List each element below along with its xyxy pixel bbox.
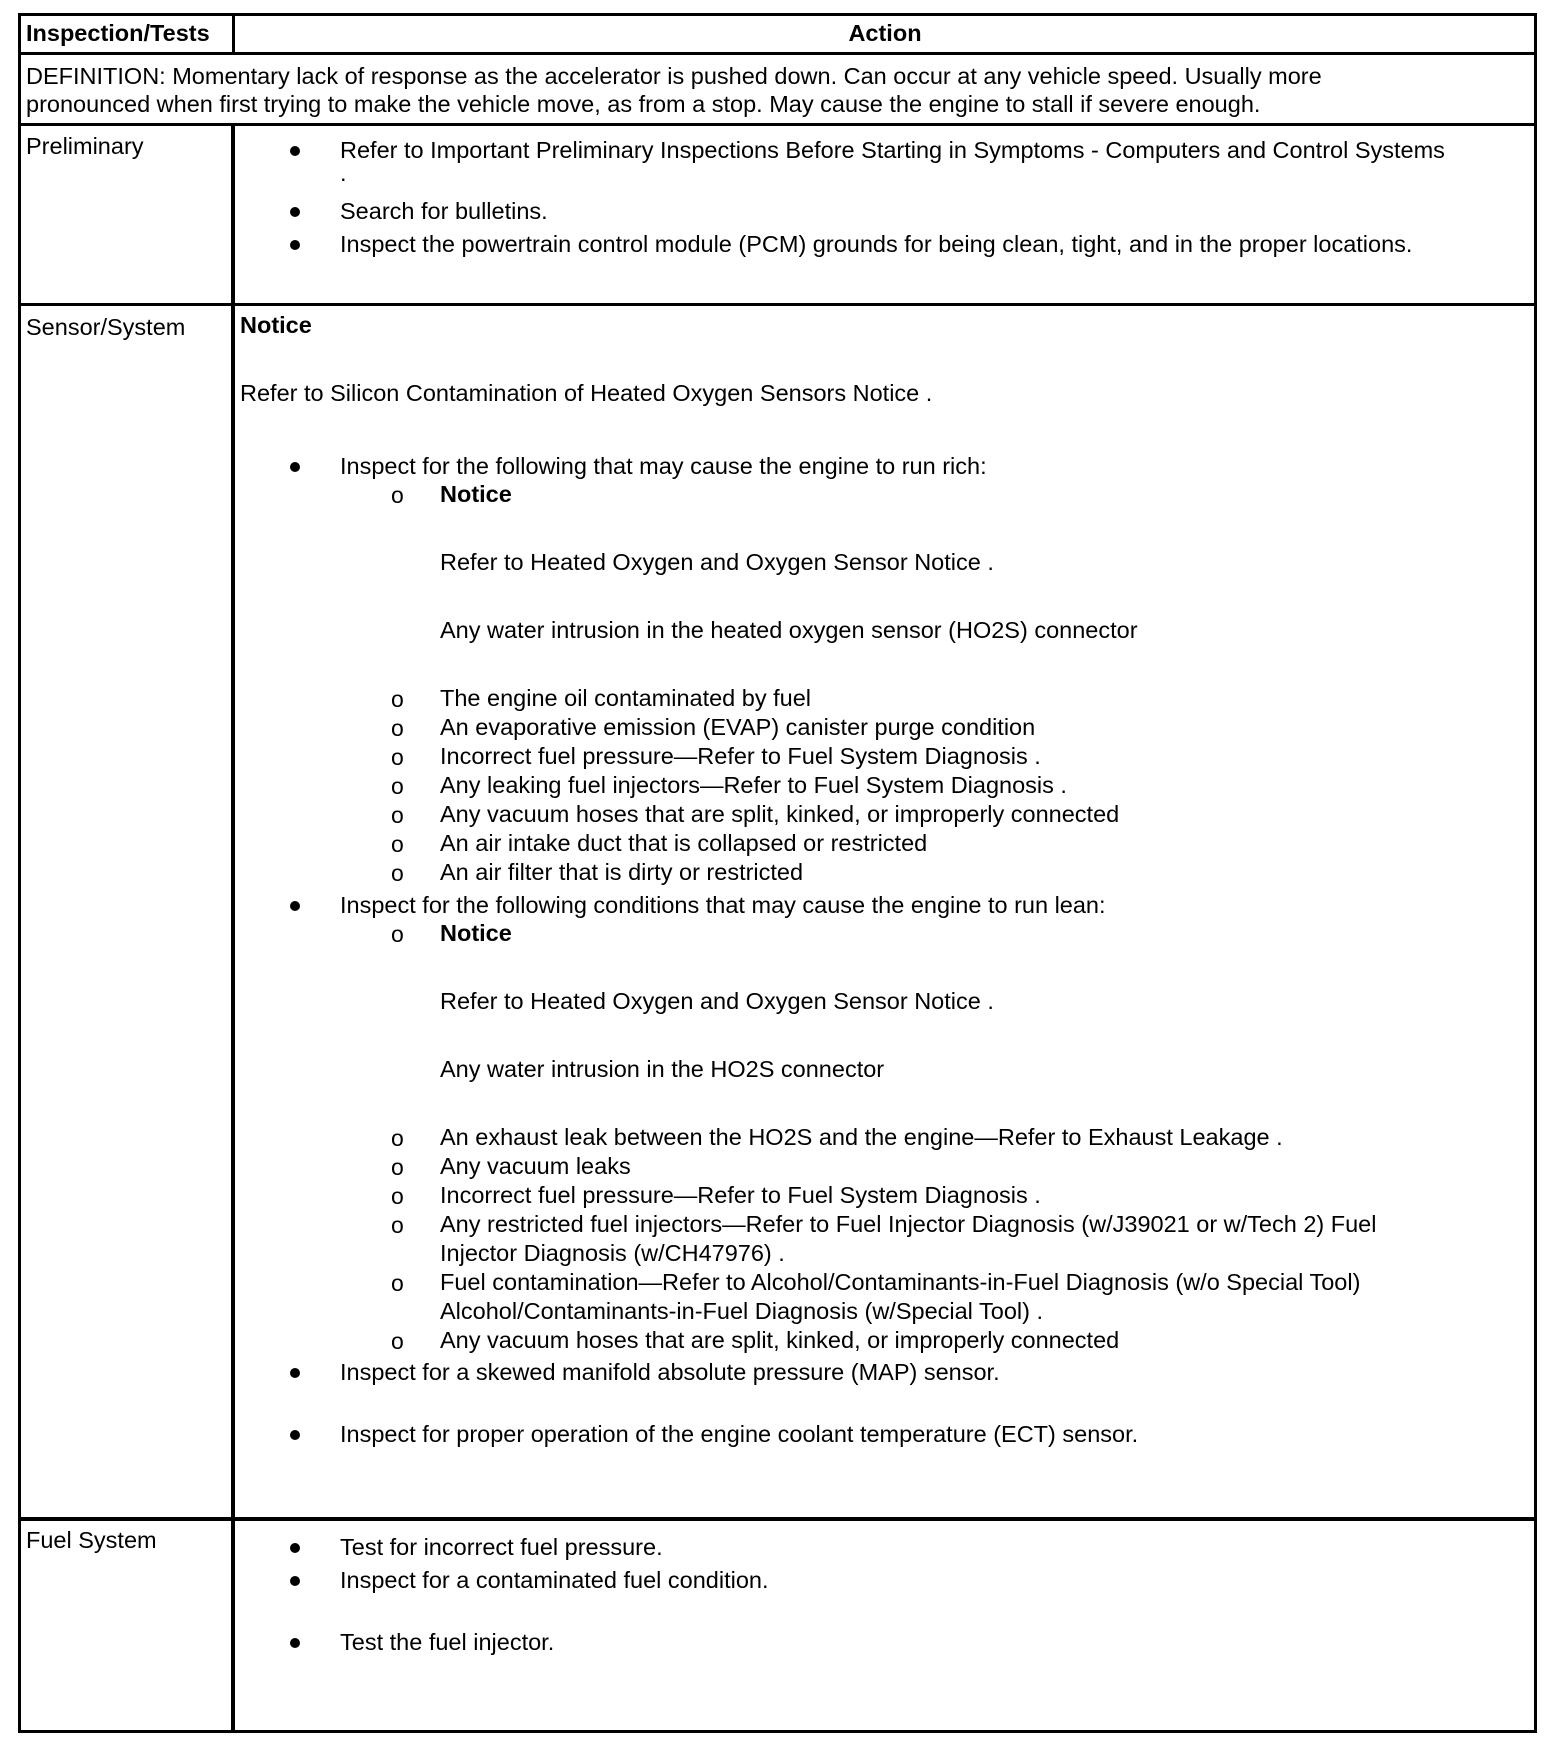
lean-item: Any restricted fuel injectors—Refer to Fuel Injector Diagnosis (w/J39021 or w/Tech 2) Fuel [440, 1211, 1377, 1237]
sensor-divider [20, 1517, 1536, 1521]
lean-item: Any vacuum hoses that are split, kinked, or improperly connected [440, 1327, 1120, 1353]
sub-bullet-icon: o [391, 860, 404, 886]
lean-water-intrusion: Any water intrusion in the HO2S connector [440, 1056, 885, 1082]
sub-bullet-icon: o [391, 744, 404, 770]
rich-notice-text: Refer to Heated Oxygen and Oxygen Sensor Notice . [440, 549, 994, 575]
sub-bullet-icon: o [391, 482, 404, 508]
preliminary-item-2: Search for bulletins. [340, 198, 548, 224]
table-border-left [18, 13, 21, 1733]
table-border-right [1534, 13, 1537, 1733]
lean-item: Any vacuum leaks [440, 1153, 631, 1179]
preliminary-divider [20, 303, 1536, 306]
fuel-item-3: Test the fuel injector. [340, 1629, 555, 1655]
sub-bullet-icon: o [391, 802, 404, 828]
rich-notice-title: Notice [440, 481, 512, 507]
sub-bullet-icon: o [391, 686, 404, 712]
preliminary-item-1: Refer to Important Preliminary Inspections Before Starting in Symptoms - Computers and Control Systems [340, 137, 1445, 163]
row-label-sensor-system: Sensor/System [26, 314, 186, 340]
sub-bullet-icon: o [391, 1212, 404, 1238]
fuel-item-1: Test for incorrect fuel pressure. [340, 1534, 663, 1560]
bullet-icon [290, 1576, 300, 1586]
bullet-icon [290, 207, 300, 217]
sub-bullet-icon: o [391, 1183, 404, 1209]
table-border-bottom [20, 1730, 1536, 1733]
sub-bullet-icon: o [391, 1125, 404, 1151]
bullet-icon [290, 1368, 300, 1378]
rich-item: An evaporative emission (EVAP) canister purge condition [440, 714, 1036, 740]
preliminary-item-1-period: . [340, 160, 347, 186]
sensor-notice-text: Refer to Silicon Contamination of Heated Oxygen Sensors Notice . [240, 380, 933, 406]
lean-item-continued: Injector Diagnosis (w/CH47976) . [440, 1240, 785, 1266]
definition-line-2: pronounced when first trying to make the vehicle move, as from a stop. May cause the engine to stall if severe enough. [26, 91, 1261, 117]
header-inspection-tests: Inspection/Tests [26, 20, 210, 46]
table-border-top [20, 13, 1536, 16]
bullet-icon [290, 901, 300, 911]
definition-line-1: DEFINITION: Momentary lack of response as the accelerator is pushed down. Can occur at any vehicle speed. Usually more [26, 63, 1322, 89]
rich-item: An air intake duct that is collapsed or restricted [440, 830, 928, 856]
sub-bullet-icon: o [391, 1328, 404, 1354]
rich-item: Any leaking fuel injectors—Refer to Fuel System Diagnosis . [440, 772, 1067, 798]
sub-bullet-icon: o [391, 715, 404, 741]
rich-water-intrusion: Any water intrusion in the heated oxygen sensor (HO2S) connector [440, 617, 1138, 643]
sensor-notice-title: Notice [240, 312, 312, 338]
bullet-icon [290, 146, 300, 156]
header-action: Action [848, 20, 922, 46]
preliminary-item-3: Inspect the powertrain control module (PCM) grounds for being clean, tight, and in the proper locations. [340, 231, 1413, 257]
row-label-fuel-system: Fuel System [26, 1527, 157, 1553]
fuel-item-2: Inspect for a contaminated fuel condition. [340, 1567, 769, 1593]
map-sensor-item: Inspect for a skewed manifold absolute pressure (MAP) sensor. [340, 1359, 1000, 1385]
row-label-preliminary: Preliminary [26, 133, 144, 159]
lean-notice-text: Refer to Heated Oxygen and Oxygen Sensor Notice . [440, 988, 994, 1014]
header-divider [20, 52, 1536, 55]
column-divider-header [232, 13, 235, 52]
rich-item: The engine oil contaminated by fuel [440, 685, 812, 711]
rich-item: Incorrect fuel pressure—Refer to Fuel System Diagnosis . [440, 743, 1041, 769]
lean-item: Fuel contamination—Refer to Alcohol/Contaminants-in-Fuel Diagnosis (w/o Special Tool) [440, 1269, 1361, 1295]
sub-bullet-icon: o [391, 1154, 404, 1180]
bullet-icon [290, 1543, 300, 1553]
sub-bullet-icon: o [391, 921, 404, 947]
bullet-icon [290, 462, 300, 472]
rich-item: An air filter that is dirty or restricted [440, 859, 804, 885]
bullet-icon [290, 1430, 300, 1440]
lean-item-continued: Alcohol/Contaminants-in-Fuel Diagnosis (w/Special Tool) . [440, 1298, 1044, 1324]
lean-notice-title: Notice [440, 920, 512, 946]
lean-intro: Inspect for the following conditions that may cause the engine to run lean: [340, 892, 1106, 918]
sub-bullet-icon: o [391, 1270, 404, 1296]
lean-item: An exhaust leak between the HO2S and the engine—Refer to Exhaust Leakage . [440, 1124, 1283, 1150]
lean-item: Incorrect fuel pressure—Refer to Fuel System Diagnosis . [440, 1182, 1041, 1208]
sub-bullet-icon: o [391, 831, 404, 857]
definition-divider [20, 123, 1536, 126]
ect-sensor-item: Inspect for proper operation of the engine coolant temperature (ECT) sensor. [340, 1421, 1139, 1447]
column-divider-body [231, 125, 235, 1733]
rich-item: Any vacuum hoses that are split, kinked, or improperly connected [440, 801, 1120, 827]
bullet-icon [290, 1638, 300, 1648]
sub-bullet-icon: o [391, 773, 404, 799]
rich-intro: Inspect for the following that may cause the engine to run rich: [340, 453, 987, 479]
bullet-icon [290, 240, 300, 250]
